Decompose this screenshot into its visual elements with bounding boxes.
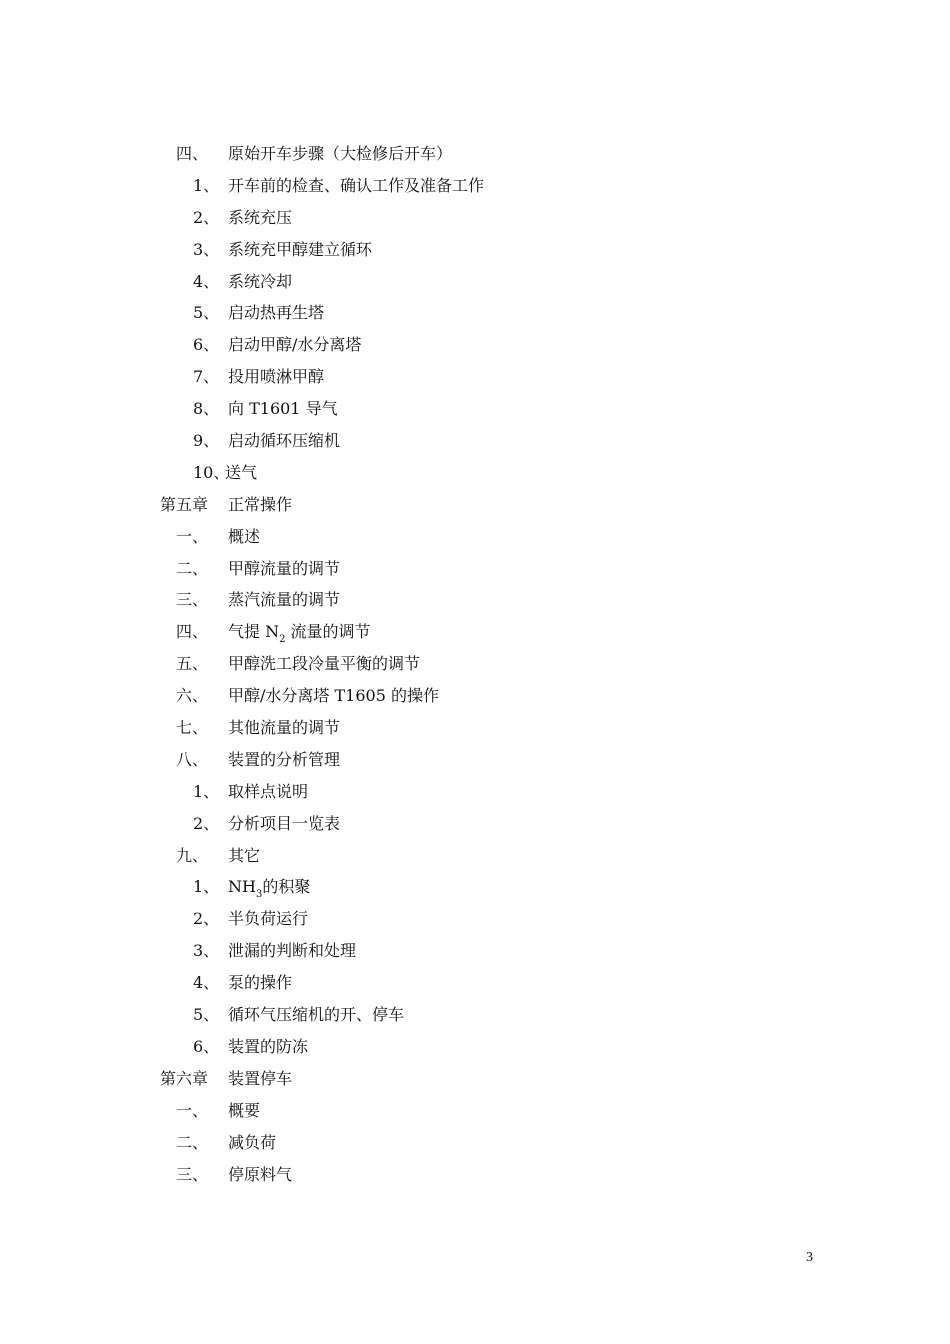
- toc-entry-title: 取样点说明: [228, 781, 309, 801]
- toc-entry-title: 开车前的检查、确认工作及准备工作: [228, 175, 485, 195]
- toc-entry[interactable]: [0, 939, 950, 971]
- toc-entry-title: 甲醇洗工段冷量平衡的调节: [228, 654, 421, 674]
- toc-entry-title: [228, 620, 371, 644]
- toc-entry-number: 四、: [176, 622, 209, 642]
- toc-entry[interactable]: [0, 875, 950, 907]
- toc-entry[interactable]: [0, 812, 950, 844]
- toc-entry-title: 甲醇流量的调节: [228, 558, 341, 578]
- toc-entry-title: 其他流量的调节: [228, 718, 341, 738]
- toc-entry-number: 9、: [193, 431, 220, 451]
- toc-entry[interactable]: [0, 174, 950, 206]
- toc-entry[interactable]: [0, 971, 950, 1003]
- toc-entry-number: 2、: [193, 207, 220, 227]
- toc-entry[interactable]: [0, 333, 950, 365]
- toc-entry[interactable]: [0, 238, 950, 270]
- title-text-after-subscript: 的积聚: [262, 877, 311, 897]
- toc-entry-number: 5、: [193, 303, 220, 323]
- title-text-before-subscript: NH: [228, 877, 256, 897]
- toc-entry-title: 停原料气: [228, 1164, 293, 1184]
- toc-entry[interactable]: [0, 365, 950, 397]
- toc-chapter-title: 正常操作: [228, 494, 293, 514]
- toc-entry-number: 3、: [193, 239, 220, 259]
- toc-entry[interactable]: [0, 588, 950, 620]
- toc-entry-number: 6、: [193, 1036, 220, 1056]
- toc-entry[interactable]: [0, 684, 950, 716]
- toc-entry-number: 7、: [193, 367, 220, 387]
- toc-entry-title: 原始开车步骤（大检修后开车）: [228, 144, 453, 163]
- toc-entry-title: 泄漏的判断和处理: [228, 941, 357, 961]
- toc-entry-number: 三、: [176, 590, 209, 610]
- toc-entry[interactable]: [0, 716, 950, 748]
- toc-chapter-title: 装置停车: [228, 1068, 293, 1088]
- toc-entry-number: 九、: [176, 845, 209, 865]
- toc-entry[interactable]: [0, 397, 950, 429]
- toc-entry-number: 4、: [193, 271, 220, 291]
- toc-entry-title: 启动循环压缩机: [228, 431, 341, 451]
- toc-entry[interactable]: [0, 780, 950, 812]
- title-text-before-subscript: 气提 N: [228, 622, 280, 642]
- toc-entry[interactable]: [0, 301, 950, 333]
- toc-entry-number: 2、: [193, 813, 220, 833]
- toc-entry-title: 启动甲醇/水分离塔: [228, 335, 362, 355]
- toc-entry-number: 二、: [176, 558, 209, 578]
- toc-entry-title: 其它: [228, 845, 261, 865]
- toc-entry[interactable]: [0, 461, 950, 493]
- toc-entry-title: 启动热再生塔: [228, 303, 325, 323]
- toc-entry-title: 概述: [228, 526, 261, 546]
- toc-entry[interactable]: [0, 429, 950, 461]
- toc-entry[interactable]: [0, 1131, 950, 1163]
- toc-entry-title: 泵的操作: [228, 973, 293, 993]
- toc-entry-title: 循环气压缩机的开、停车: [228, 1005, 405, 1025]
- toc-entry[interactable]: [0, 1163, 950, 1195]
- toc-entry-title: 分析项目一览表: [228, 813, 341, 833]
- toc-entry-number: 1、: [193, 175, 220, 195]
- toc-entry-title: 甲醇/水分离塔 T1605 的操作: [228, 686, 439, 706]
- toc-entry[interactable]: [0, 907, 950, 939]
- toc-entry-title: 装置的防冻: [228, 1036, 309, 1056]
- toc-entry[interactable]: [0, 270, 950, 302]
- toc-entry-number: 三、: [176, 1164, 209, 1184]
- toc-entry-number: 四、: [176, 144, 209, 163]
- toc-entry-number: 八、: [176, 749, 209, 769]
- toc-chapter[interactable]: [0, 493, 950, 525]
- toc-entry-title: 系统充甲醇建立循环: [228, 239, 373, 259]
- toc-entry-number: 七、: [176, 718, 209, 738]
- subscript: 2: [279, 634, 286, 646]
- toc-entry-title: 系统充压: [228, 207, 293, 227]
- toc-entry-number: 2、: [193, 909, 220, 929]
- toc-entry[interactable]: [0, 1003, 950, 1035]
- subscript: 3: [255, 889, 263, 901]
- toc-entry[interactable]: [0, 652, 950, 684]
- toc-entry[interactable]: [0, 525, 950, 557]
- toc-entry[interactable]: [0, 206, 950, 238]
- toc-entry-title: 系统冷却: [228, 271, 293, 291]
- toc-entry-number: 4、: [193, 973, 220, 993]
- toc-entry-title: [228, 875, 310, 899]
- toc-entry-title: 概要: [228, 1100, 261, 1120]
- toc-entry-number: 5、: [193, 1005, 220, 1025]
- table-of-contents: [0, 142, 950, 1194]
- toc-entry[interactable]: [0, 1035, 950, 1067]
- toc-entry-number: 二、: [176, 1132, 209, 1152]
- toc-entry-number: 1、: [193, 781, 220, 801]
- toc-chapter-number: 第六章: [160, 1068, 209, 1088]
- toc-entry-number: 五、: [176, 654, 209, 674]
- toc-entry-number: 一、: [176, 1100, 209, 1120]
- toc-entry[interactable]: [0, 620, 950, 652]
- toc-entry[interactable]: [0, 748, 950, 780]
- toc-entry-title: 向 T1601 导气: [228, 399, 338, 419]
- toc-entry-title: 送气: [225, 462, 258, 482]
- toc-entry-number: 一、: [176, 526, 209, 546]
- toc-entry-title: 半负荷运行: [228, 909, 309, 929]
- toc-entry-number: 六、: [176, 686, 209, 706]
- toc-chapter[interactable]: [0, 1067, 950, 1099]
- title-text-after-subscript: 流量的调节: [285, 622, 371, 642]
- toc-entry-title: 投用喷淋甲醇: [228, 367, 325, 387]
- toc-entry-number: 3、: [193, 941, 220, 961]
- toc-entry-number: 10、: [193, 462, 230, 482]
- toc-entry[interactable]: [0, 557, 950, 589]
- toc-entry[interactable]: [0, 1099, 950, 1131]
- toc-entry-number: 6、: [193, 335, 220, 355]
- toc-entry-title: 减负荷: [228, 1132, 277, 1152]
- toc-entry-number: 1、: [193, 877, 220, 897]
- toc-chapter-number: 第五章: [160, 494, 209, 514]
- toc-entry-number: 8、: [193, 399, 220, 419]
- toc-entry-title: 蒸汽流量的调节: [228, 590, 341, 610]
- toc-entry[interactable]: [0, 844, 950, 876]
- page-number: 3: [806, 1250, 813, 1265]
- toc-entry[interactable]: [0, 142, 950, 174]
- toc-entry-title: 装置的分析管理: [228, 749, 341, 769]
